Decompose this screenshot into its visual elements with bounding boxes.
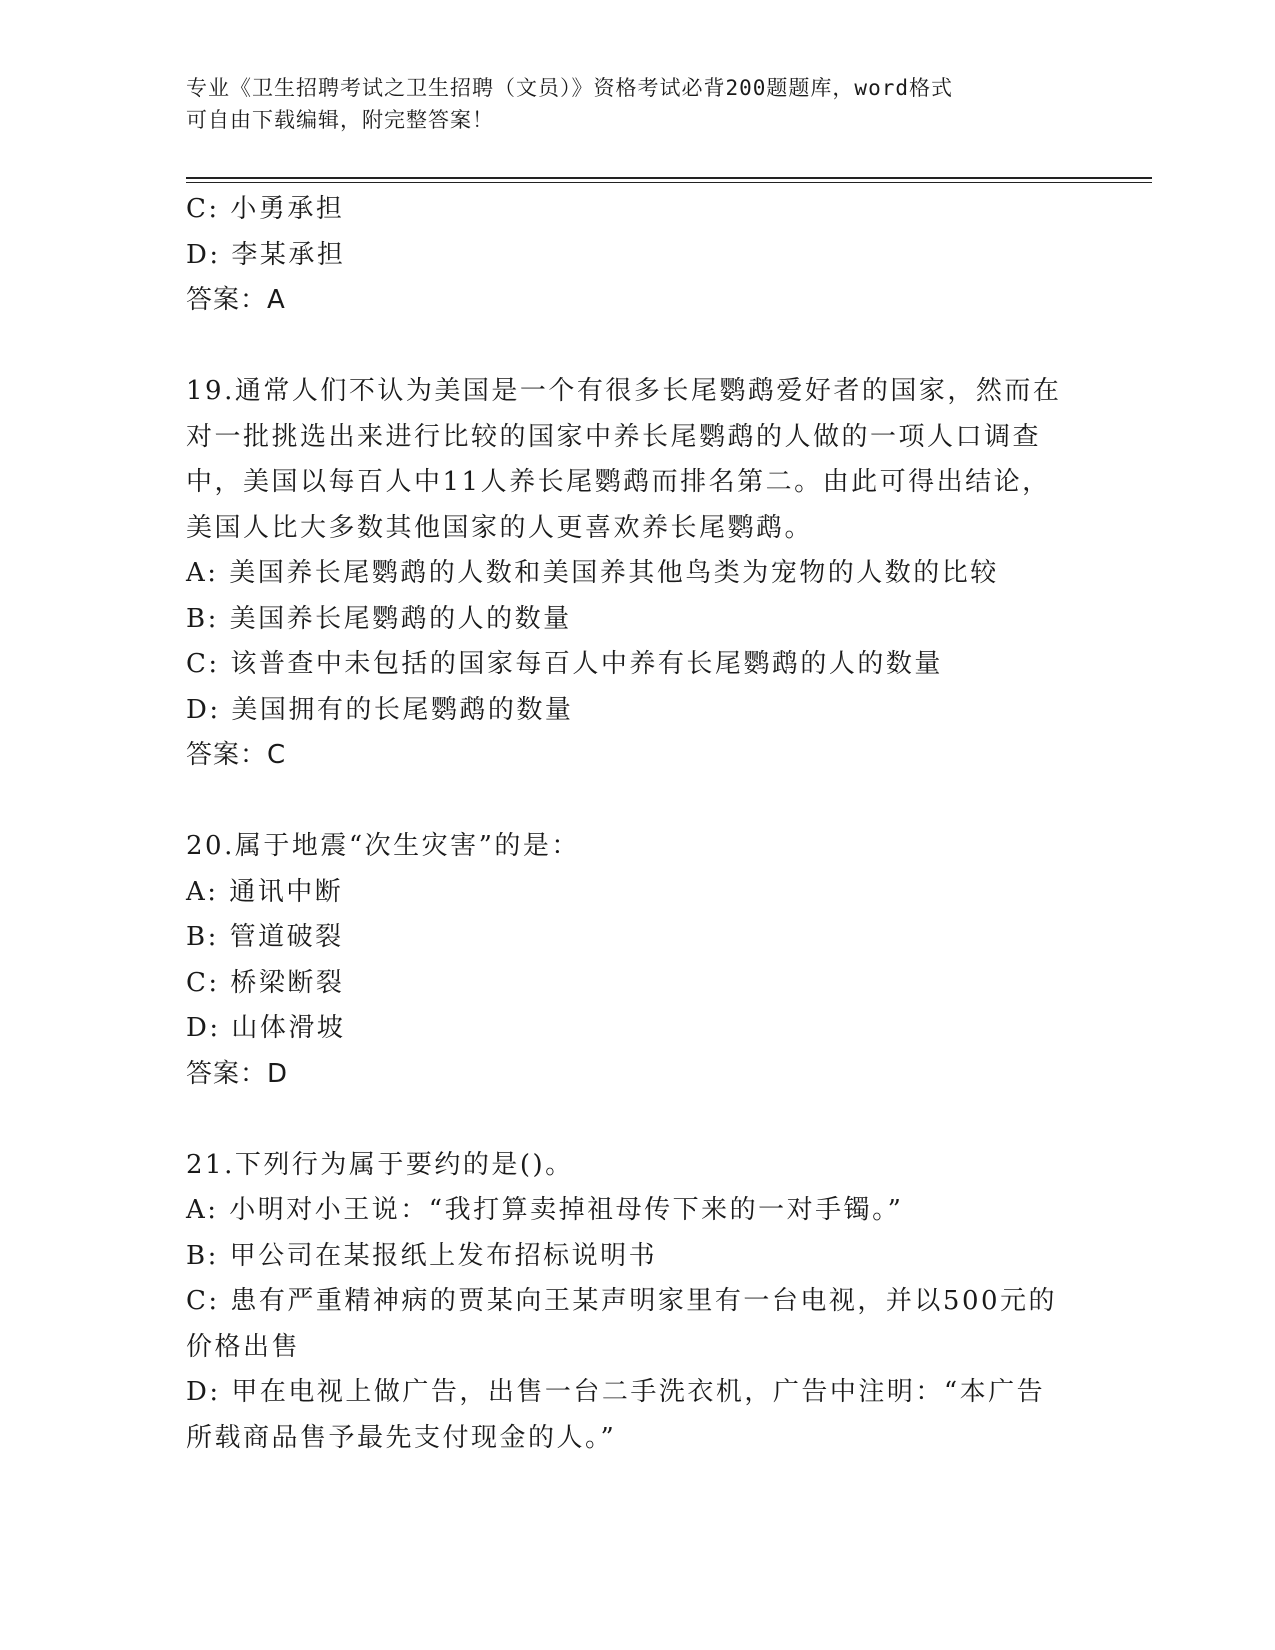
question-stem-line: 19.通常人们不认为美国是一个有很多长尾鹦鹉爱好者的国家，然而在	[186, 376, 1062, 406]
option-d-continued: 所载商品售予最先支付现金的人。”	[186, 1422, 617, 1453]
answer-line: 答案：C	[186, 740, 287, 770]
question-stem-line: 中，美国以每百人中11人养长尾鹦鹉而排名第二。由此可得出结论，	[186, 467, 1051, 497]
option-d: D: 甲在电视上做广告，出售一台二手洗衣机，广告中注明：“本广告	[186, 1377, 1046, 1407]
question-content	[186, 187, 1086, 1461]
question-stem-line: 美国人比大多数其他国家的人更喜欢养长尾鹦鹉。	[186, 512, 814, 543]
answer-line: 答案：D	[186, 1058, 289, 1089]
question-19	[186, 369, 1086, 779]
answer-line: 答案：A	[186, 285, 286, 315]
question-stem-line: 20.属于地震“次生灾害”的是：	[186, 831, 580, 861]
question-20	[186, 824, 1086, 1097]
option-c-continued: 价格出售	[186, 1331, 301, 1362]
page-header	[186, 72, 1066, 136]
option-a: A: 通讯中断	[186, 876, 344, 907]
question-18	[186, 187, 1086, 324]
question-21	[186, 1143, 1086, 1462]
spacer	[186, 779, 1086, 825]
option-d: D: 李某承担	[186, 239, 346, 270]
option-c: C: 小勇承担	[186, 194, 345, 224]
header-divider-thin	[186, 182, 1152, 183]
question-stem-line: 21.下列行为属于要约的是()。	[186, 1149, 574, 1180]
option-b: B: 甲公司在某报纸上发布招标说明书	[186, 1240, 658, 1271]
option-b: B: 管道破裂	[186, 922, 344, 952]
option-c: C: 患有严重精神病的贾某向王某声明家里有一台电视，并以500元的	[186, 1286, 1058, 1316]
header-line-1: 专业《卫生招聘考试之卫生招聘（文员）》资格考试必背200题题库，word格式	[186, 76, 953, 100]
spacer	[186, 1097, 1086, 1143]
option-b: B: 美国养长尾鹦鹉的人的数量	[186, 603, 572, 634]
header-line-2: 可自由下载编辑，附完整答案！	[186, 108, 494, 132]
question-stem-line: 对一批挑选出来进行比较的国家中养长尾鹦鹉的人做的一项人口调查	[186, 421, 1042, 452]
option-d: D: 山体滑坡	[186, 1013, 346, 1043]
option-c: C: 桥梁断裂	[186, 967, 345, 998]
header-divider	[186, 177, 1152, 179]
option-a: A: 美国养长尾鹦鹉的人数和美国养其他鸟类为宠物的人数的比较	[186, 558, 999, 588]
option-c: C: 该普查中未包括的国家每百人中养有长尾鹦鹉的人的数量	[186, 649, 943, 679]
spacer	[186, 324, 1086, 370]
option-a: A: 小明对小王说：“我打算卖掉祖母传下来的一对手镯。”	[186, 1195, 904, 1225]
option-d: D: 美国拥有的长尾鹦鹉的数量	[186, 694, 574, 725]
